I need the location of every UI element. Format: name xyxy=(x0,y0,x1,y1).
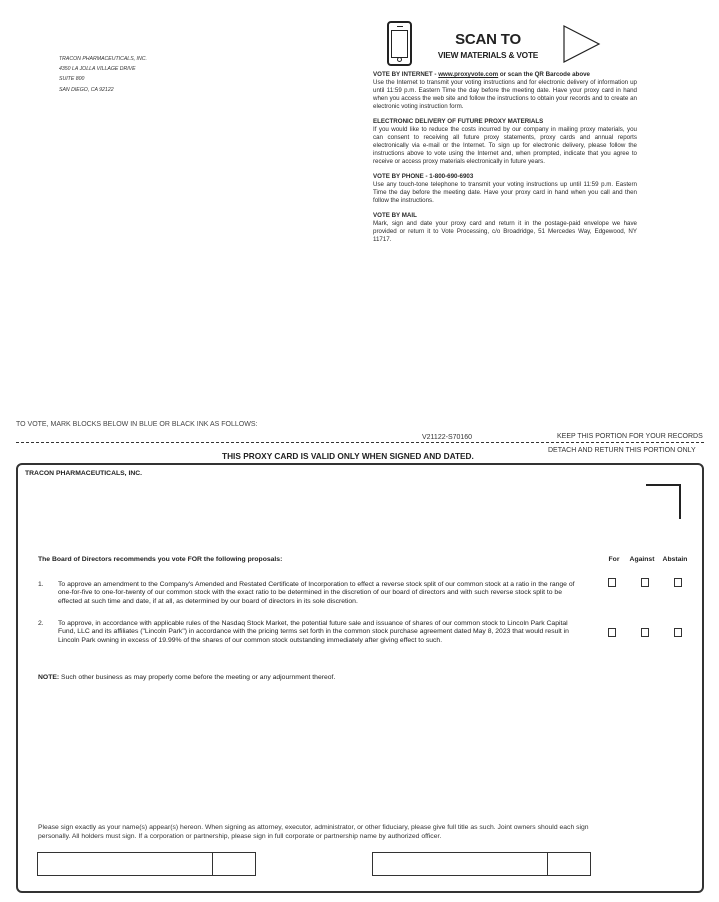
board-recommendation: The Board of Directors recommends you vote FOR the following proposals: xyxy=(38,556,283,563)
vote-against-checkbox[interactable] xyxy=(641,578,649,587)
proposal-number: 2. xyxy=(38,620,44,627)
vote-mail-heading: VOTE BY MAIL xyxy=(373,212,417,219)
vote-mail-section xyxy=(373,212,637,244)
play-arrow-icon xyxy=(562,24,602,64)
return-address-line: 4350 LA JOLLA VILLAGE DRIVE xyxy=(59,66,136,73)
vote-abstain-checkbox[interactable] xyxy=(674,628,682,637)
return-address-line: TRACON PHARMACEUTICALS, INC. xyxy=(59,56,147,62)
column-for: For xyxy=(608,556,620,563)
scan-subtitle: VIEW MATERIALS & VOTE xyxy=(437,50,539,60)
proxyvote-link[interactable]: www.proxyvote.com xyxy=(438,71,499,78)
proposal-number: 1. xyxy=(38,581,44,588)
detach-portion-label: DETACH AND RETURN THIS PORTION ONLY xyxy=(548,447,696,454)
vote-internet-heading-suffix: or scan the QR Barcode above xyxy=(498,71,590,78)
return-address xyxy=(59,54,147,95)
vote-phone-section xyxy=(373,173,637,205)
vote-for-checkbox[interactable] xyxy=(608,628,616,637)
smartphone-icon xyxy=(387,21,412,66)
detach-line xyxy=(16,442,704,443)
vote-internet-heading: VOTE BY INTERNET - xyxy=(373,71,439,78)
signature-box[interactable] xyxy=(37,852,256,876)
card-company-name: TRACON PHARMACEUTICALS, INC. xyxy=(25,470,143,477)
control-number: V21122-S70160 xyxy=(422,434,473,441)
sign-instructions: Please sign exactly as your name(s) appear(s) hereon. When signing as attorney, executor, administrator, or other fiduciary, please give full title as such. Joint owners should each sign personally. All holders must sign. If a corporation or partnership, please sign in full corporate or partnership name by authorized officer. xyxy=(38,824,589,841)
vote-internet-body: Use the Internet to transmit your voting instructions and for electronic delivery of information up until 11:59 p.m. Eastern Time the day before the meeting date. Have your proxy card in hand when you access the web site and follow the instructions to obtain your records and to create an electronic voting instruction form. xyxy=(373,79,637,111)
electronic-delivery-body: If you would like to reduce the costs incurred by our company in mailing proxy materials, you can consent to receiving all future proxy statements, proxy cards and annual reports electronically via e-mail or the Internet. To sign up for electronic delivery, please follow the instructions above to vote using the Internet and, when prompted, indicate that you agree to receive or access proxy materials electronically in future years. xyxy=(373,126,637,166)
note xyxy=(38,674,335,681)
note-text: Such other business as may properly come before the meeting or any adjournment thereof. xyxy=(59,674,336,681)
date-divider xyxy=(212,852,213,876)
vote-abstain-checkbox[interactable] xyxy=(674,578,682,587)
return-address-line: SUITE 800 xyxy=(59,76,85,83)
keep-portion-label: KEEP THIS PORTION FOR YOUR RECORDS xyxy=(557,433,703,440)
vote-internet-section xyxy=(373,71,637,111)
vote-phone-body: Use any touch-tone telephone to transmit your voting instructions up until 11:59 p.m. Eastern Time the day before the meeting date. Have your proxy card in hand when you call and then follow the instructions. xyxy=(373,181,637,205)
date-divider xyxy=(547,852,548,876)
vote-against-checkbox[interactable] xyxy=(641,628,649,637)
vote-mail-body: Mark, sign and date your proxy card and return it in the postage-paid envelope we have provided or return it to Vote Processing, c/o Broadridge, 51 Mercedes Way, Edgewood, NY 11717. xyxy=(373,220,637,244)
column-abstain: Abstain xyxy=(662,556,688,563)
proposal-text: To approve, in accordance with applicable rules of the Nasdaq Stock Market, the potential future sale and issuance of shares of our common stock to Lincoln Park Capital Fund, LLC and its affiliates ("Lincoln Park") in accordance with the pricing terms set forth in the common stock purchase agreement dated May 8, 2023 that would result in Lincoln Park owning in excess of 19.99% of the shares of our common stock outstanding immediately after giving effect to such. xyxy=(58,620,569,644)
vote-phone-heading: VOTE BY PHONE - 1-800-690-6903 xyxy=(373,173,474,180)
return-address-line: SAN DIEGO, CA 92122 xyxy=(59,86,114,93)
joint-signature-box[interactable] xyxy=(372,852,591,876)
electronic-delivery-heading: ELECTRONIC DELIVERY OF FUTURE PROXY MATERIALS xyxy=(373,118,544,125)
electronic-delivery-section xyxy=(373,118,637,167)
valid-notice: THIS PROXY CARD IS VALID ONLY WHEN SIGNED AND DATED. xyxy=(222,451,474,461)
to-vote-instruction: TO VOTE, MARK BLOCKS BELOW IN BLUE OR BLACK INK AS FOLLOWS: xyxy=(16,421,258,428)
column-against: Against xyxy=(629,556,655,563)
scan-title: SCAN TO xyxy=(455,31,521,48)
note-label: NOTE: xyxy=(38,674,60,681)
proposal-text: To approve an amendment to the Company's Amended and Restated Certificate of Incorporation to effect a reverse stock split of our common stock at a ratio in the range of one-for-five to one-for-twenty of our common stock with the exact ratio to be determined in the discretion of our board of directors and with such reverse stock split to be effected at such time and date, if at all, as determined by our board of directors in its sole discretion. xyxy=(58,581,575,605)
vote-for-checkbox[interactable] xyxy=(608,578,616,587)
corner-mark xyxy=(646,484,681,519)
